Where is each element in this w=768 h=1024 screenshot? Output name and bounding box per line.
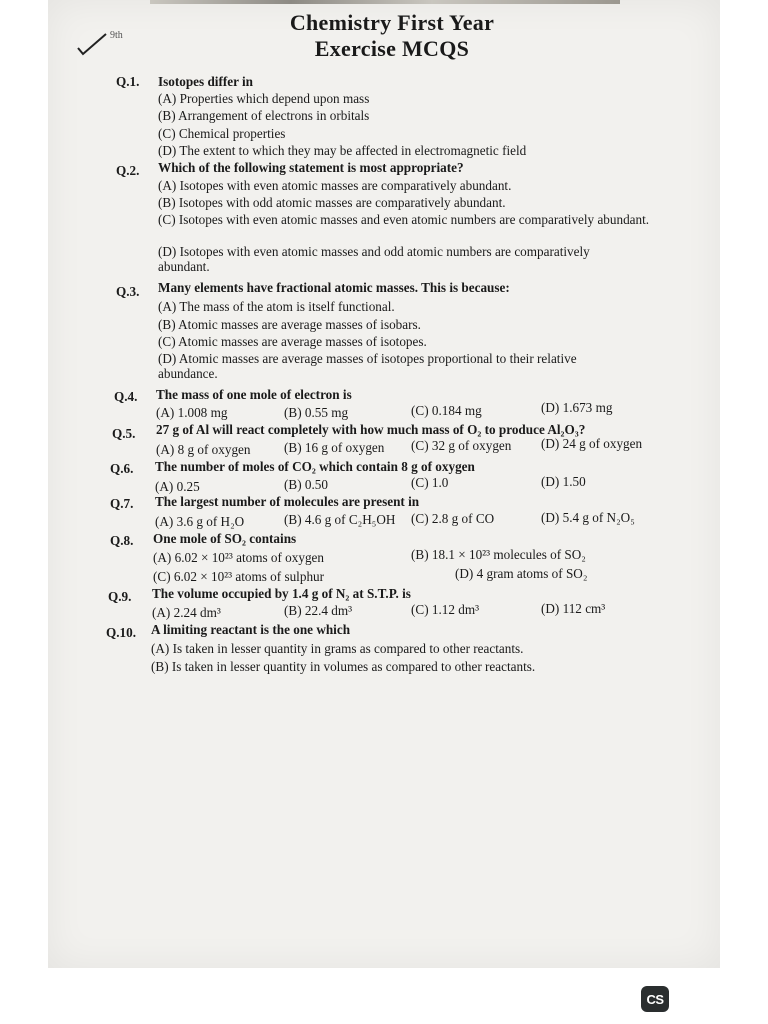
question-stem: 27 g of Al will react completely with how much mass of O₂ to produce Al₂O₃?: [156, 422, 586, 437]
question-number: Q.3.: [116, 284, 140, 299]
option-a: (A) 3.6 g of H₂O: [155, 514, 245, 529]
option-d: (D) The extent to which they may be affected in electromagnetic field: [158, 143, 527, 158]
option-d: (D) 5.4 g of N₂O₅: [541, 510, 635, 525]
option-a: (A) Properties which depend upon mass: [158, 91, 370, 106]
option-a: (A) 8 g of oxygen: [156, 442, 251, 457]
option-b: (B) 4.6 g of C₂H₅OH: [284, 512, 396, 527]
question-stem: Which of the following statement is most appropriate?: [158, 160, 464, 175]
page-subtitle: Exercise MCQS: [314, 36, 470, 61]
question-number: Q.4.: [114, 389, 138, 404]
option-d: (D) 1.673 mg: [541, 400, 613, 415]
option-c: (C) 2.8 g of CO: [411, 511, 495, 526]
option-b: (B) Isotopes with odd atomic masses are comparatively abundant.: [158, 195, 506, 210]
option-c: (C) 32 g of oxygen: [411, 438, 512, 453]
margin-scribble: 9th: [110, 30, 123, 41]
question-number: Q.1.: [116, 74, 140, 89]
option-d: (D) 4 gram atoms of SO₂: [455, 566, 588, 581]
page-title: Chemistry First Year: [289, 10, 495, 35]
question-stem: Many elements have fractional atomic masses. This is because:: [158, 280, 510, 295]
option-a: (A) Is taken in lesser quantity in grams as compared to other reactants.: [151, 641, 524, 656]
option-b: (B) 0.50: [284, 477, 328, 492]
option-a: (A) 1.008 mg: [156, 405, 228, 420]
option-c: (C) Chemical properties: [158, 126, 286, 141]
option-c: (C) 1.0: [411, 475, 449, 490]
question-stem: The largest number of molecules are present in: [155, 494, 420, 509]
question-stem: The volume occupied by 1.4 g of N₂ at S.T.P. is: [152, 586, 411, 601]
option-a: (A) Isotopes with even atomic masses are comparatively abundant.: [158, 178, 512, 193]
option-b: (B) 22.4 dm³: [284, 603, 353, 618]
option-a: (A) 0.25: [155, 479, 200, 494]
option-c: (C) 6.02 × 10²³ atoms of sulphur: [153, 569, 325, 584]
option-d: (D) 1.50: [541, 474, 586, 489]
question-stem: The number of moles of CO₂ which contain 8 g of oxygen: [155, 459, 475, 474]
question-number: Q.6.: [110, 461, 134, 476]
question-number: Q.2.: [116, 163, 140, 178]
option-b: (B) Is taken in lesser quantity in volumes as compared to other reactants.: [151, 659, 536, 674]
question-number: Q.5.: [112, 426, 136, 441]
option-d: (D) Atomic masses are average masses of isotopes proportional to their relative abundance.: [158, 351, 577, 381]
question-number: Q.8.: [110, 533, 134, 548]
top-edge-shadow: [150, 0, 620, 4]
question-number: Q.10.: [106, 625, 137, 640]
question-number: Q.7.: [110, 496, 134, 511]
question-number: Q.9.: [108, 589, 132, 604]
option-c: (C) 0.184 mg: [411, 403, 482, 418]
option-c: (C) Atomic masses are average masses of isotopes.: [158, 334, 427, 349]
option-b: (B) 18.1 × 10²³ molecules of SO₂: [411, 547, 586, 562]
question-stem: The mass of one mole of electron is: [156, 387, 352, 402]
option-b: (B) Atomic masses are average masses of isobars.: [158, 317, 421, 332]
option-a: (A) The mass of the atom is itself functional.: [158, 299, 395, 314]
question-stem: One mole of SO₂ contains: [153, 531, 297, 546]
option-a: (A) 2.24 dm³: [152, 605, 221, 620]
option-d: (D) Isotopes with even atomic masses and odd atomic numbers are comparatively abundant.: [158, 244, 590, 274]
option-b: (B) 0.55 mg: [284, 405, 349, 420]
option-a: (A) 6.02 × 10²³ atoms of oxygen: [153, 550, 325, 565]
option-c: (C) Isotopes with even atomic masses and even atomic numbers are comparatively abundant.: [158, 212, 650, 227]
option-c: (C) 1.12 dm³: [411, 602, 480, 617]
option-d: (D) 24 g of oxygen: [541, 436, 643, 451]
camscanner-badge: CS: [641, 986, 669, 1012]
option-d: (D) 112 cm³: [541, 601, 606, 616]
option-b: (B) Arrangement of electrons in orbitals: [158, 108, 370, 123]
question-stem: Isotopes differ in: [158, 74, 254, 89]
option-b: (B) 16 g of oxygen: [284, 440, 385, 455]
question-stem: A limiting reactant is the one which: [151, 622, 351, 637]
